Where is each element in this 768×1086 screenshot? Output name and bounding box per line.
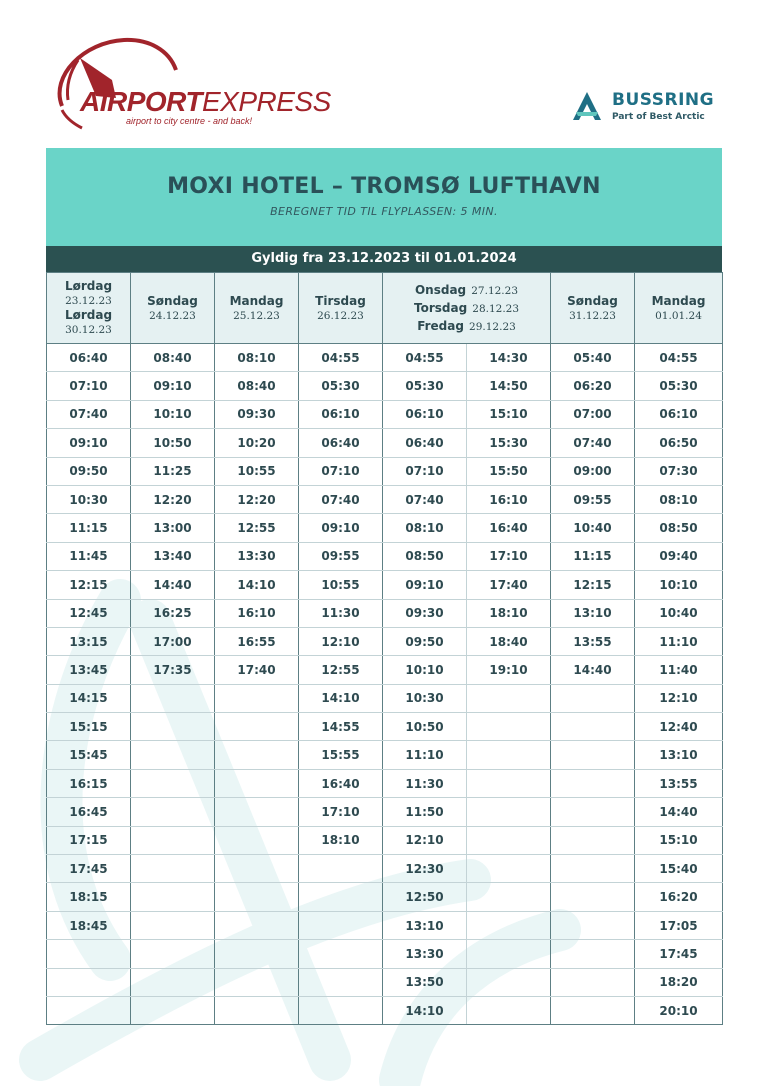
departure-time: 10:50 bbox=[131, 429, 215, 457]
departure-time: 10:30 bbox=[383, 684, 467, 712]
departure-time: 16:20 bbox=[635, 883, 723, 911]
departure-time: 20:10 bbox=[635, 996, 723, 1024]
table-row bbox=[47, 627, 723, 655]
departure-time: 10:50 bbox=[383, 713, 467, 741]
departure-time: 15:10 bbox=[467, 400, 551, 428]
departure-time: 13:40 bbox=[131, 542, 215, 570]
departure-time: 10:20 bbox=[215, 429, 299, 457]
departure-time: 15:30 bbox=[467, 429, 551, 457]
header-date: 30.12.23 bbox=[65, 324, 112, 336]
column-header-monday-01 bbox=[635, 273, 723, 344]
bussring-subtitle: Part of Best Arctic bbox=[612, 112, 705, 122]
departure-time: 13:30 bbox=[215, 542, 299, 570]
departure-time bbox=[215, 911, 299, 939]
departure-time bbox=[551, 741, 635, 769]
departure-time bbox=[215, 741, 299, 769]
departure-time bbox=[299, 911, 383, 939]
departure-time: 18:10 bbox=[299, 826, 383, 854]
departure-time: 06:10 bbox=[383, 400, 467, 428]
header-day: Lørdag bbox=[64, 279, 113, 293]
departure-time: 06:20 bbox=[551, 372, 635, 400]
table-row bbox=[47, 400, 723, 428]
departure-time: 10:30 bbox=[47, 485, 131, 513]
departure-time: 08:10 bbox=[635, 485, 723, 513]
header-day: Torsdag bbox=[413, 301, 468, 315]
departure-time bbox=[299, 883, 383, 911]
departure-time: 12:55 bbox=[215, 514, 299, 542]
table-row bbox=[47, 344, 723, 372]
header-date: 31.12.23 bbox=[569, 309, 616, 322]
header-day: Lørdag bbox=[64, 308, 113, 322]
departure-time: 14:50 bbox=[467, 372, 551, 400]
departure-time: 14:10 bbox=[215, 571, 299, 599]
departure-time bbox=[47, 996, 131, 1024]
departure-time: 11:15 bbox=[551, 542, 635, 570]
header-date: 01.01.24 bbox=[655, 309, 702, 322]
departure-time: 13:10 bbox=[383, 911, 467, 939]
header-date: 24.12.23 bbox=[149, 309, 196, 322]
departure-time: 04:55 bbox=[635, 344, 723, 372]
table-row bbox=[47, 485, 723, 513]
departure-time: 14:30 bbox=[467, 344, 551, 372]
departure-time bbox=[131, 713, 215, 741]
table-row bbox=[47, 514, 723, 542]
departure-time: 13:15 bbox=[47, 627, 131, 655]
table-row bbox=[47, 372, 723, 400]
departure-time: 09:30 bbox=[215, 400, 299, 428]
table-row bbox=[47, 855, 723, 883]
departure-time: 17:10 bbox=[467, 542, 551, 570]
departure-time: 08:50 bbox=[383, 542, 467, 570]
departure-time: 18:10 bbox=[467, 599, 551, 627]
table-row bbox=[47, 599, 723, 627]
departure-time: 10:10 bbox=[383, 656, 467, 684]
departure-time bbox=[47, 968, 131, 996]
departure-time bbox=[215, 713, 299, 741]
table-row bbox=[47, 457, 723, 485]
departure-time: 18:20 bbox=[635, 968, 723, 996]
departure-time: 13:50 bbox=[383, 968, 467, 996]
departure-time bbox=[551, 713, 635, 741]
departure-time: 19:10 bbox=[467, 656, 551, 684]
departure-time: 12:15 bbox=[551, 571, 635, 599]
departure-time bbox=[467, 741, 551, 769]
departure-time: 06:40 bbox=[383, 429, 467, 457]
departure-time: 07:10 bbox=[299, 457, 383, 485]
header-day: Mandag bbox=[229, 293, 284, 308]
departure-time: 17:45 bbox=[635, 940, 723, 968]
departure-time: 08:50 bbox=[635, 514, 723, 542]
departure-time: 07:40 bbox=[299, 485, 383, 513]
departure-time: 15:50 bbox=[467, 457, 551, 485]
departure-time: 10:55 bbox=[299, 571, 383, 599]
brand-name-light: EXPRESS bbox=[202, 86, 331, 117]
departure-time bbox=[215, 769, 299, 797]
departure-time: 15:45 bbox=[47, 741, 131, 769]
departure-time: 09:55 bbox=[299, 542, 383, 570]
departure-time bbox=[467, 713, 551, 741]
table-row bbox=[47, 883, 723, 911]
departure-time: 10:55 bbox=[215, 457, 299, 485]
departure-time bbox=[467, 855, 551, 883]
departure-time: 09:30 bbox=[383, 599, 467, 627]
departure-time bbox=[551, 996, 635, 1024]
departure-time: 05:40 bbox=[551, 344, 635, 372]
departure-time bbox=[215, 883, 299, 911]
departure-time: 14:55 bbox=[299, 713, 383, 741]
departure-time: 10:10 bbox=[131, 400, 215, 428]
departure-time bbox=[551, 798, 635, 826]
departure-time: 09:55 bbox=[551, 485, 635, 513]
departure-time bbox=[299, 996, 383, 1024]
departure-time: 12:20 bbox=[215, 485, 299, 513]
departure-time: 07:40 bbox=[383, 485, 467, 513]
departure-time bbox=[131, 798, 215, 826]
table-row bbox=[47, 713, 723, 741]
departure-time bbox=[551, 911, 635, 939]
route-header bbox=[46, 148, 722, 246]
departure-time bbox=[215, 968, 299, 996]
departure-time bbox=[299, 968, 383, 996]
departure-time: 14:10 bbox=[299, 684, 383, 712]
header-date: 28.12.23 bbox=[472, 303, 520, 315]
departure-time: 10:10 bbox=[635, 571, 723, 599]
table-row bbox=[47, 996, 723, 1024]
airport-express-logo bbox=[44, 36, 331, 132]
header-day: Søndag bbox=[567, 293, 618, 308]
departure-time: 17:15 bbox=[47, 826, 131, 854]
timetable-body bbox=[47, 344, 723, 1025]
departure-time: 06:10 bbox=[635, 400, 723, 428]
departure-time bbox=[551, 883, 635, 911]
route-subtitle: BEREGNET TID TIL FLYPLASSEN: 5 MIN. bbox=[270, 205, 498, 218]
departure-time: 16:55 bbox=[215, 627, 299, 655]
departure-time: 12:50 bbox=[383, 883, 467, 911]
departure-time: 08:40 bbox=[215, 372, 299, 400]
departure-time bbox=[551, 855, 635, 883]
departure-time: 11:15 bbox=[47, 514, 131, 542]
departure-time: 09:10 bbox=[131, 372, 215, 400]
column-header-sunday bbox=[131, 273, 215, 344]
departure-time bbox=[467, 996, 551, 1024]
column-header-sunday-31 bbox=[551, 273, 635, 344]
departure-time: 13:45 bbox=[47, 656, 131, 684]
departure-time bbox=[467, 798, 551, 826]
departure-time: 15:40 bbox=[635, 855, 723, 883]
departure-time: 12:30 bbox=[383, 855, 467, 883]
departure-time bbox=[467, 826, 551, 854]
departure-time bbox=[131, 996, 215, 1024]
departure-time: 11:30 bbox=[383, 769, 467, 797]
table-row bbox=[47, 571, 723, 599]
departure-time bbox=[131, 968, 215, 996]
departure-time: 16:25 bbox=[131, 599, 215, 627]
departure-time: 07:10 bbox=[47, 372, 131, 400]
departure-time: 08:40 bbox=[131, 344, 215, 372]
departure-time: 05:30 bbox=[383, 372, 467, 400]
departure-time: 11:10 bbox=[383, 741, 467, 769]
departure-time: 11:45 bbox=[47, 542, 131, 570]
departure-time: 16:45 bbox=[47, 798, 131, 826]
departure-time: 05:30 bbox=[635, 372, 723, 400]
departure-time: 14:40 bbox=[131, 571, 215, 599]
departure-time: 17:45 bbox=[47, 855, 131, 883]
departure-time: 07:10 bbox=[383, 457, 467, 485]
departure-time: 17:40 bbox=[215, 656, 299, 684]
header-day: Søndag bbox=[147, 293, 198, 308]
departure-time bbox=[131, 911, 215, 939]
departure-time bbox=[131, 883, 215, 911]
table-row bbox=[47, 940, 723, 968]
departure-time: 08:10 bbox=[215, 344, 299, 372]
departure-time bbox=[467, 968, 551, 996]
validity-bar: Gyldig fra 23.12.2023 til 01.01.2024 bbox=[46, 246, 722, 272]
departure-time: 06:50 bbox=[635, 429, 723, 457]
table-row bbox=[47, 968, 723, 996]
departure-time: 13:10 bbox=[635, 741, 723, 769]
timetable-table bbox=[46, 272, 723, 1025]
bussring-logo bbox=[570, 90, 730, 126]
departure-time bbox=[551, 684, 635, 712]
departure-time: 18:45 bbox=[47, 911, 131, 939]
departure-time: 12:45 bbox=[47, 599, 131, 627]
departure-time bbox=[467, 911, 551, 939]
departure-time: 12:10 bbox=[635, 684, 723, 712]
table-row bbox=[47, 911, 723, 939]
departure-time bbox=[551, 769, 635, 797]
header-day: Fredag bbox=[417, 319, 464, 333]
departure-time bbox=[299, 855, 383, 883]
departure-time: 17:40 bbox=[467, 571, 551, 599]
departure-time: 12:10 bbox=[383, 826, 467, 854]
departure-time: 18:15 bbox=[47, 883, 131, 911]
departure-time bbox=[131, 769, 215, 797]
departure-time: 13:55 bbox=[551, 627, 635, 655]
departure-time: 16:15 bbox=[47, 769, 131, 797]
departure-time: 15:55 bbox=[299, 741, 383, 769]
table-row bbox=[47, 429, 723, 457]
departure-time: 09:10 bbox=[299, 514, 383, 542]
departure-time bbox=[131, 741, 215, 769]
departure-time: 04:55 bbox=[299, 344, 383, 372]
departure-time bbox=[131, 826, 215, 854]
departure-time: 07:00 bbox=[551, 400, 635, 428]
departure-time: 09:00 bbox=[551, 457, 635, 485]
departure-time: 13:00 bbox=[131, 514, 215, 542]
departure-time: 14:40 bbox=[551, 656, 635, 684]
departure-time: 16:40 bbox=[299, 769, 383, 797]
header-day: Mandag bbox=[651, 293, 706, 308]
departure-time bbox=[215, 684, 299, 712]
departure-time: 11:40 bbox=[635, 656, 723, 684]
departure-time: 11:25 bbox=[131, 457, 215, 485]
departure-time: 11:30 bbox=[299, 599, 383, 627]
departure-time: 12:15 bbox=[47, 571, 131, 599]
departure-time: 09:40 bbox=[635, 542, 723, 570]
table-row bbox=[47, 826, 723, 854]
departure-time bbox=[299, 940, 383, 968]
header-date: 26.12.23 bbox=[317, 309, 364, 322]
header-date: 27.12.23 bbox=[471, 285, 519, 297]
header-date: 23.12.23 bbox=[65, 295, 112, 307]
departure-time: 13:30 bbox=[383, 940, 467, 968]
departure-time: 16:40 bbox=[467, 514, 551, 542]
departure-time bbox=[215, 996, 299, 1024]
departure-time: 15:15 bbox=[47, 713, 131, 741]
departure-time bbox=[131, 940, 215, 968]
departure-time bbox=[215, 940, 299, 968]
bussring-a-icon bbox=[570, 90, 604, 122]
departure-time bbox=[215, 855, 299, 883]
departure-time: 14:15 bbox=[47, 684, 131, 712]
departure-time: 12:20 bbox=[131, 485, 215, 513]
departure-time: 11:50 bbox=[383, 798, 467, 826]
departure-time: 17:05 bbox=[635, 911, 723, 939]
departure-time bbox=[551, 968, 635, 996]
departure-time: 17:00 bbox=[131, 627, 215, 655]
timetable bbox=[46, 272, 722, 1025]
departure-time bbox=[215, 798, 299, 826]
table-row bbox=[47, 798, 723, 826]
departure-time: 10:40 bbox=[551, 514, 635, 542]
airport-express-wordmark bbox=[80, 86, 331, 118]
column-header-saturday bbox=[47, 273, 131, 344]
departure-time bbox=[131, 855, 215, 883]
departure-time: 15:10 bbox=[635, 826, 723, 854]
brand-name-bold: AIRPORT bbox=[80, 86, 202, 117]
departure-time: 18:40 bbox=[467, 627, 551, 655]
departure-time: 17:10 bbox=[299, 798, 383, 826]
departure-time: 16:10 bbox=[215, 599, 299, 627]
table-row bbox=[47, 656, 723, 684]
departure-time: 14:10 bbox=[383, 996, 467, 1024]
departure-time: 04:55 bbox=[383, 344, 467, 372]
departure-time: 12:40 bbox=[635, 713, 723, 741]
column-header-tuesday bbox=[299, 273, 383, 344]
airport-express-tagline: airport to city centre - and back! bbox=[126, 116, 253, 126]
departure-time: 12:10 bbox=[299, 627, 383, 655]
departure-time: 14:40 bbox=[635, 798, 723, 826]
departure-time bbox=[467, 940, 551, 968]
departure-time: 17:35 bbox=[131, 656, 215, 684]
departure-time bbox=[131, 684, 215, 712]
table-row bbox=[47, 684, 723, 712]
departure-time bbox=[467, 769, 551, 797]
column-header-monday bbox=[215, 273, 299, 344]
departure-time: 06:10 bbox=[299, 400, 383, 428]
table-row bbox=[47, 542, 723, 570]
table-row bbox=[47, 769, 723, 797]
departure-time: 09:50 bbox=[383, 627, 467, 655]
header-day: Tirsdag bbox=[315, 293, 366, 308]
table-row bbox=[47, 741, 723, 769]
bussring-name: BUSSRING bbox=[612, 90, 715, 110]
departure-time bbox=[47, 940, 131, 968]
departure-time: 10:40 bbox=[635, 599, 723, 627]
column-header-wed-fri bbox=[383, 273, 551, 344]
departure-time: 09:50 bbox=[47, 457, 131, 485]
departure-time: 13:10 bbox=[551, 599, 635, 627]
departure-time: 16:10 bbox=[467, 485, 551, 513]
departure-time: 09:10 bbox=[383, 571, 467, 599]
departure-time bbox=[551, 940, 635, 968]
departure-time: 13:55 bbox=[635, 769, 723, 797]
departure-time bbox=[551, 826, 635, 854]
route-title: MOXI HOTEL – TROMSØ LUFTHAVN bbox=[167, 174, 601, 199]
departure-time: 08:10 bbox=[383, 514, 467, 542]
departure-time: 11:10 bbox=[635, 627, 723, 655]
header-date: 25.12.23 bbox=[233, 309, 280, 322]
departure-time: 07:30 bbox=[635, 457, 723, 485]
header-date: 29.12.23 bbox=[469, 321, 516, 333]
departure-time bbox=[215, 826, 299, 854]
departure-time bbox=[467, 684, 551, 712]
departure-time: 07:40 bbox=[551, 429, 635, 457]
timetable-header-row bbox=[47, 273, 723, 344]
departure-time bbox=[467, 883, 551, 911]
departure-time: 05:30 bbox=[299, 372, 383, 400]
header-day: Onsdag bbox=[414, 283, 467, 297]
departure-time: 06:40 bbox=[299, 429, 383, 457]
departure-time: 07:40 bbox=[47, 400, 131, 428]
departure-time: 12:55 bbox=[299, 656, 383, 684]
departure-time: 09:10 bbox=[47, 429, 131, 457]
departure-time: 06:40 bbox=[47, 344, 131, 372]
